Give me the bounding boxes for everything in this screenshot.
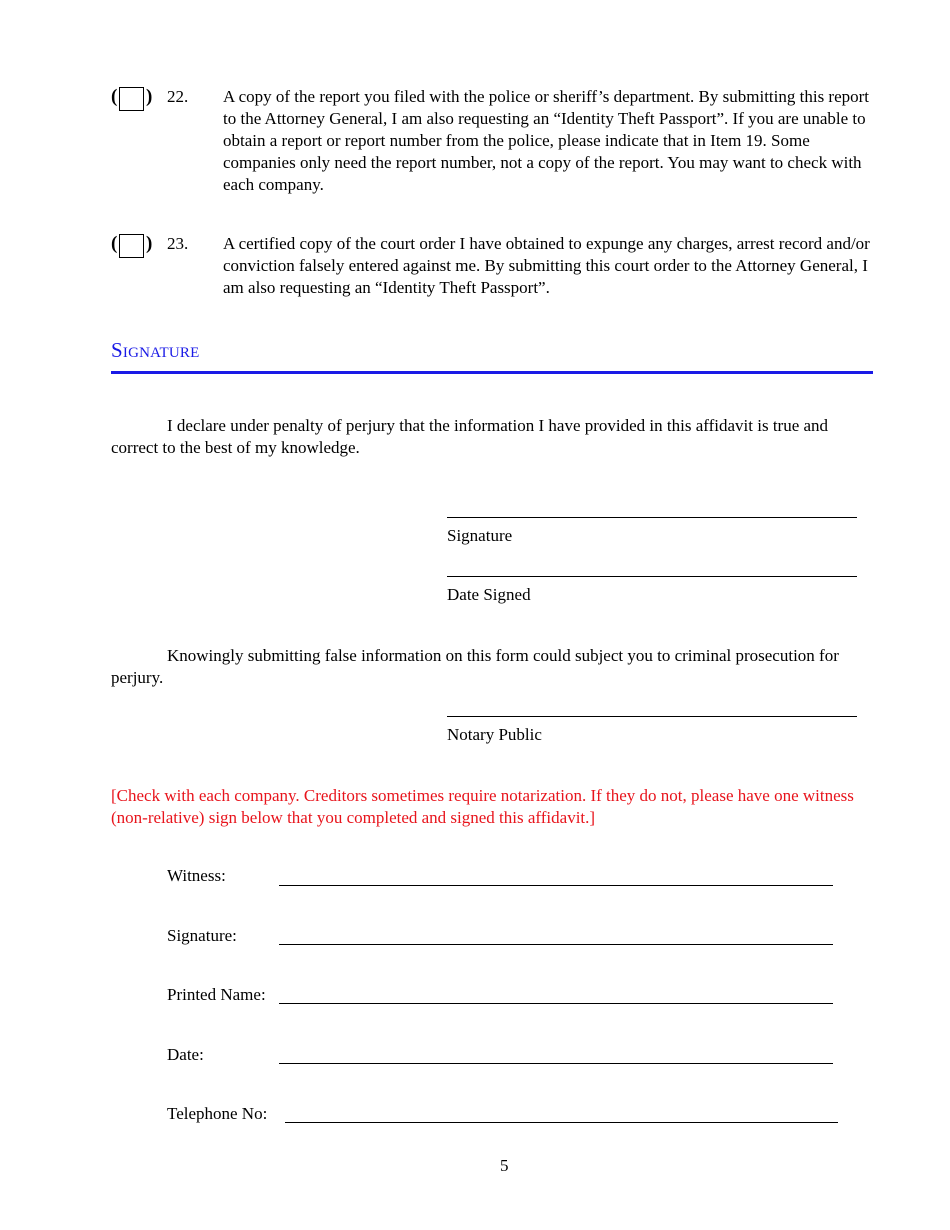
telephone-input-line[interactable] <box>285 1122 838 1123</box>
notarization-notice: [Check with each company. Creditors sometimes require notarization. If they do not, please have one witness (non-relative) sign below that you completed and signed this affidavit.] <box>111 786 854 827</box>
signature-label: Signature <box>447 526 513 545</box>
item-23-number: 23. <box>167 234 189 253</box>
date-label: Date: <box>167 1045 204 1064</box>
witness-signature-label: Signature: <box>167 926 237 945</box>
item-22-text: A copy of the report you filed with the police or sheriff’s department. By submitting this report to the Attorney General, I am also requesting an “Identity Theft Passport”. If you are unable to obtain a report or report number from the police, please indicate that in Item 19. Some companies only need the report number, not a copy of the report. You may want to check with each company. <box>223 87 870 194</box>
printed-name-label: Printed Name: <box>167 985 266 1004</box>
date-signed-line[interactable] <box>447 576 857 577</box>
section-divider <box>111 371 873 374</box>
witness-label: Witness: <box>167 866 226 885</box>
open-paren: ( <box>111 233 118 254</box>
close-paren: ) <box>146 233 153 254</box>
notary-public-label: Notary Public <box>447 725 542 744</box>
date-signed-label: Date Signed <box>447 585 531 604</box>
witness-signature-input-line[interactable] <box>279 944 833 945</box>
perjury-warning-text: Knowingly submitting false information on this form could subject you to criminal prosecution for perjury. <box>111 646 839 687</box>
witness-input-line[interactable] <box>279 885 833 886</box>
item-22-number: 22. <box>167 87 189 106</box>
notary-line[interactable] <box>447 716 857 717</box>
declaration-text: I declare under penalty of perjury that the information I have provided in this affidavit is true and correct to the best of my knowledge. <box>111 416 829 457</box>
page-number: 5 <box>500 1156 509 1175</box>
telephone-label: Telephone No: <box>167 1104 268 1123</box>
open-paren: ( <box>111 86 118 107</box>
section-heading-signature: Signature <box>111 338 200 362</box>
signature-line[interactable] <box>447 517 857 518</box>
close-paren: ) <box>146 86 153 107</box>
item-23-text: A certified copy of the court order I have obtained to expunge any charges, arrest record and/or conviction falsely entered against me. By submitting this court order to the Attorney General, I am also requesting an “Identity Theft Passport”. <box>223 234 870 297</box>
date-input-line[interactable] <box>279 1063 833 1064</box>
item-23-checkbox[interactable] <box>119 234 144 258</box>
printed-name-input-line[interactable] <box>279 1003 833 1004</box>
item-22-checkbox[interactable] <box>119 87 144 111</box>
